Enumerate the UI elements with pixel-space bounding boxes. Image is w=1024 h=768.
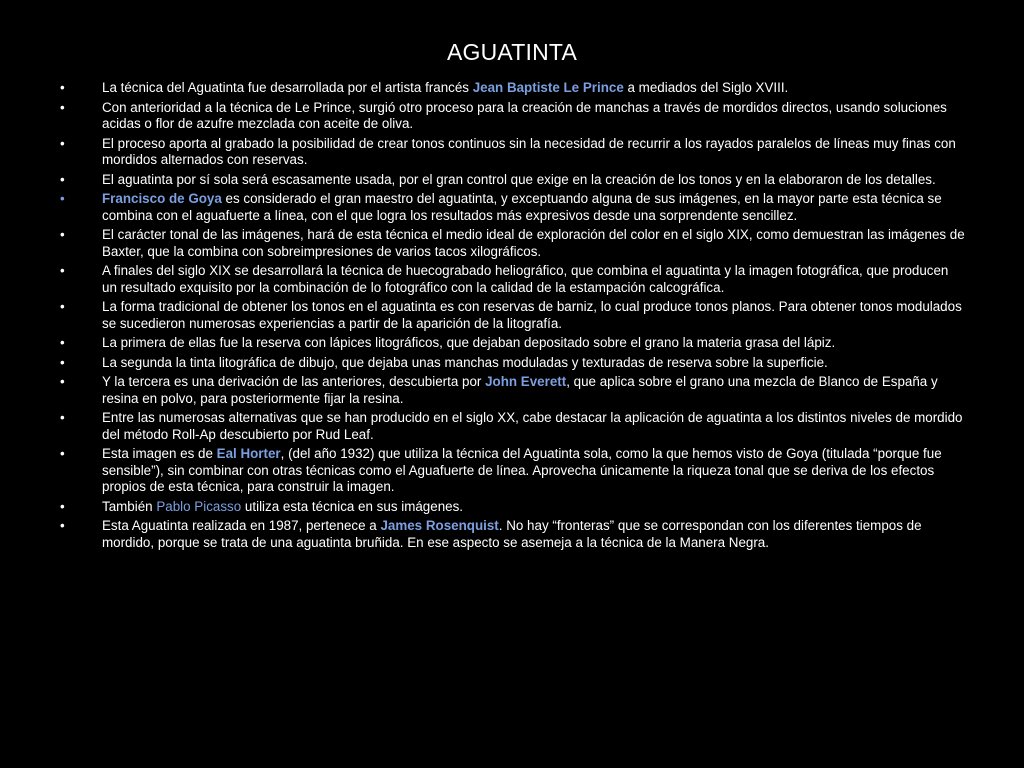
bullet-text: es considerado el gran maestro del aguatinta, y exceptuando alguna de sus imágenes, en la mayor parte esta técnica se combina con el aguafuerte a línea, con el que logra los resultados más expresivos desde una sorprendente sencillez. bbox=[102, 191, 942, 223]
bullet-dot: • bbox=[60, 227, 65, 242]
bullet-list bbox=[60, 80, 966, 554]
bullet-item bbox=[60, 335, 966, 352]
bullet-text: Con anterioridad a la técnica de Le Prince, surgió otro proceso para la creación de manchas a través de mordidos directos, usando soluciones acidas o flor de azufre mezclada con aceite de oliva. bbox=[102, 99, 947, 131]
bullet-dot: • bbox=[60, 263, 65, 278]
bullet-text: También bbox=[102, 498, 157, 514]
bullet-item bbox=[60, 518, 966, 551]
bullet-text: La técnica del Aguatinta fue desarrollada por el artista francés bbox=[102, 80, 473, 95]
bullet-dot: • bbox=[60, 80, 65, 95]
link-francisco-de-goya[interactable]: Francisco de Goya bbox=[102, 191, 222, 206]
bullet-item bbox=[60, 374, 966, 407]
bullet-text: La segunda la tinta litográfica de dibujo, que dejaba unas manchas moduladas y texturadas de reserva sobre la superficie. bbox=[102, 354, 828, 370]
bullet-item bbox=[60, 499, 966, 516]
bullet-item bbox=[60, 355, 966, 372]
bullet-item bbox=[60, 100, 966, 133]
bullet-dot: • bbox=[60, 191, 65, 206]
bullet-dot: • bbox=[60, 299, 65, 314]
bullet-text: . No hay “fronteras” que se correspondan con los diferentes tiempos de mordido, porque se trata de una aguatinta bruñida. En ese aspecto se asemeja a la técnica de la Manera Negra. bbox=[102, 518, 922, 550]
bullet-item bbox=[60, 191, 966, 224]
bullet-dot: • bbox=[60, 518, 65, 533]
bullet-text: La forma tradicional de obtener los tonos en el aguatinta es con reservas de barniz, lo cual produce tonos planos. Para obtener tonos modulados se sucedieron numerosas experiencias a partir de la aparición de la litografía. bbox=[102, 299, 962, 331]
bullet-text: a mediados del Siglo XVIII. bbox=[623, 80, 789, 95]
bullet-text: , (del año 1932) que utiliza la técnica del Aguatinta sola, como la que hemos visto de Goya (titulada “porque fue sensible”), sin combinar con otras técnicas como el Aguafuerte de línea. Aprovecha únicamente la riqueza tonal que se deriva de los efectos propios de esta técnica, para construir la imagen. bbox=[102, 446, 942, 494]
slide-title: AGUATINTA bbox=[446, 39, 577, 65]
bullet-dot: • bbox=[60, 135, 65, 151]
bullet-text: Esta Aguatinta realizada en 1987, pertenece a bbox=[102, 518, 381, 533]
bullet-item bbox=[60, 227, 966, 260]
bullet-dot: • bbox=[60, 99, 65, 115]
bullet-text: Esta imagen es de bbox=[102, 446, 217, 461]
bullet-dot: • bbox=[60, 374, 65, 389]
bullet-item bbox=[60, 80, 966, 97]
bullet-item bbox=[60, 263, 966, 296]
link-james-rosenquist[interactable]: James Rosenquist bbox=[380, 518, 499, 533]
bullet-dot: • bbox=[60, 171, 65, 187]
bullet-text: A finales del siglo XIX se desarrollará la técnica de huecograbado heliográfico, que combina el aguatinta y la imagen fotográfica, que producen un resultado exquisito por la combinación de lo fotográfico con la calidad de la estampación calcográfica. bbox=[102, 263, 949, 295]
bullet-text: Entre las numerosas alternativas que se han producido en el siglo XX, cabe destacar la aplicación de aguatinta a los distintos niveles de mordido del método Roll-Ap descubierto por Rud Leaf. bbox=[102, 410, 963, 442]
link-john-everett[interactable]: John Everett bbox=[485, 374, 567, 389]
bullet-dot: • bbox=[60, 335, 65, 350]
link-pablo-picasso[interactable]: Pablo Picasso bbox=[156, 498, 242, 514]
bullet-dot: • bbox=[60, 446, 65, 461]
bullet-text: Y la tercera es una derivación de las anteriores, descubierta por bbox=[102, 374, 486, 389]
bullet-text: El proceso aporta al grabado la posibilidad de crear tonos continuos sin la necesidad de recurrir a los rayados paralelos de líneas muy finas con mordidos alternados con reservas. bbox=[102, 135, 956, 167]
link-jean-baptiste-le-prince[interactable]: Jean Baptiste Le Prince bbox=[472, 80, 624, 95]
bullet-item bbox=[60, 136, 966, 169]
bullet-text: El aguatinta por sí sola será escasamente usada, por el gran control que exige en la creación de los tonos y en la elaboraron de los detalles. bbox=[102, 171, 936, 187]
bullet-item bbox=[60, 299, 966, 332]
bullet-text: La primera de ellas fue la reserva con lápices litográficos, que dejaban depositado sobre el grano la materia grasa del lápiz. bbox=[102, 335, 836, 350]
bullet-text: El carácter tonal de las imágenes, hará de esta técnica el medio ideal de exploración del color en el siglo XIX, como demuestran las imágenes de Baxter, que la combina con sobreimpresiones de varios tacos xilográficos. bbox=[102, 227, 965, 259]
bullet-item bbox=[60, 410, 966, 443]
bullet-dot: • bbox=[60, 410, 65, 425]
bullet-text: utiliza esta técnica en sus imágenes. bbox=[241, 498, 464, 514]
bullet-dot: • bbox=[60, 354, 65, 370]
bullet-dot: • bbox=[60, 498, 65, 514]
bullet-item bbox=[60, 446, 966, 496]
bullet-item bbox=[60, 172, 966, 189]
bullet-text: , que aplica sobre el grano una mezcla de Blanco de España y resina en polvo, para posteriormente fijar la resina. bbox=[102, 374, 938, 406]
link-eal-horter[interactable]: Eal Horter bbox=[216, 446, 281, 461]
